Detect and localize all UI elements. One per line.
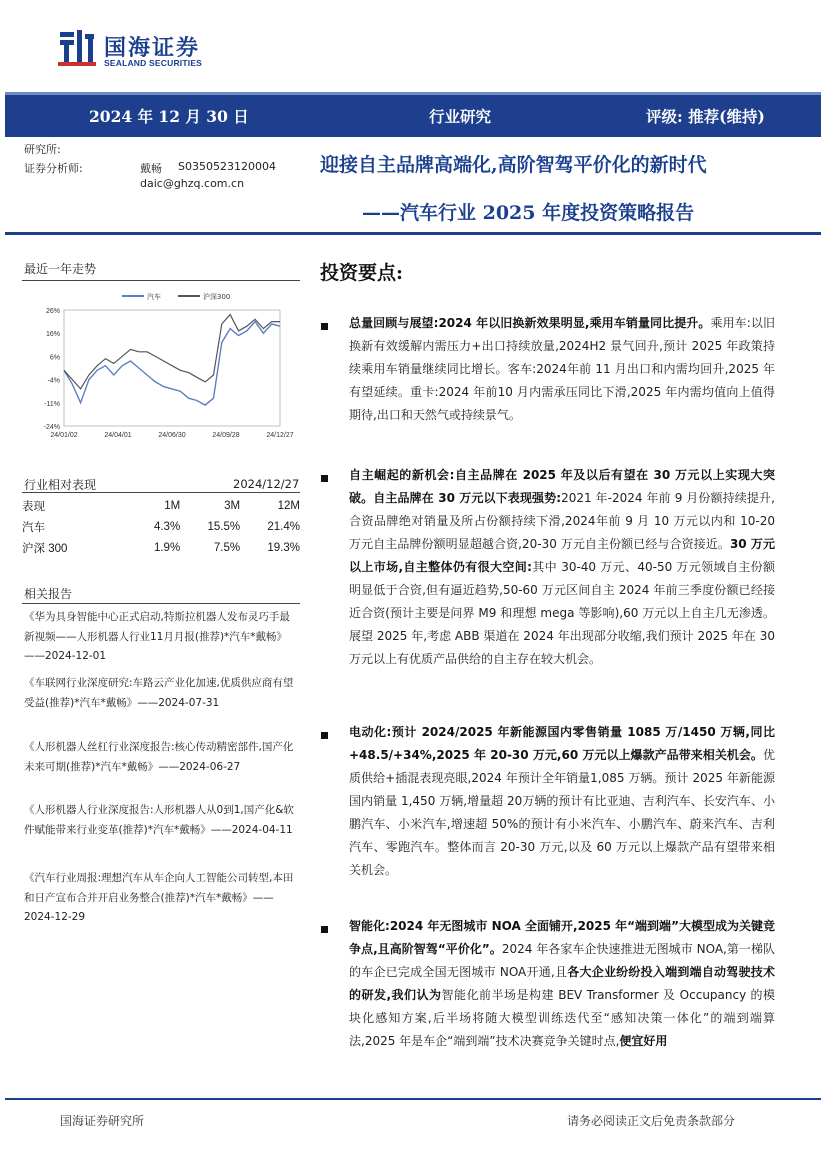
table-cell: 汽车 [22, 521, 45, 534]
report-type: 行业研究 [429, 107, 492, 126]
performance-heading: 行业相对表现 [24, 478, 97, 492]
key-points-heading: 投资要点: [320, 262, 404, 284]
report-subtitle: ——汽车行业 2025 年度投资策略报告 [362, 202, 695, 224]
series-line-auto [64, 322, 280, 406]
key-point-2 [349, 464, 775, 671]
footer-divider [5, 1098, 821, 1100]
related-report-item[interactable]: 《车联网行业深度研究:车路云产业化加速,优质供应商有望受益(推荐)*汽车*戴畅》——2024-07-31 [24, 677, 294, 709]
key-point-body: 优质供给+插混表现亮眼,2024 年预计全年销量1,085 万辆。预计 2025 年新能源国内销量 1,450 万辆,增量超 20万辆的预计有比亚迪、吉利汽车、长安汽车、小鹏汽车、小米汽车,增速超 50%的预计有小米汽车、小鹏汽车、蔚来汽车、吉利汽车、零跑汽车。整体而言 20-30 万元,以及 60 万元以上爆款产品有望带来相关机会。 [349, 748, 775, 877]
related-report-item[interactable]: 《华为具身智能中心正式启动,特斯拉机器人发布灵巧手最新视频——人形机器人行业11月月报(推荐)*汽车*戴畅》——2024-12-01 [24, 611, 290, 662]
footer-right-text: 请务必阅读正文后免责条款部分 [567, 1114, 736, 1128]
y-tick-label: -4% [47, 377, 60, 385]
bullet-icon [321, 475, 328, 482]
table-header-row [22, 495, 300, 516]
brand-name-cn: 国海证券 [104, 36, 201, 61]
x-tick-label: 24/09/28 [212, 432, 240, 439]
key-point-1 [349, 312, 775, 427]
analyst-name: 戴畅 [140, 162, 162, 175]
table-cell: 4.3% [153, 520, 181, 533]
table-cell: 15.5% [207, 520, 241, 533]
key-point-lead: 自主崛起的新机会:自主品牌在 2025 年及以后有望在 30 万元以上实现大突破。自主品牌在 30 万元以下表现强势: [349, 468, 775, 505]
y-tick-label: -24% [43, 424, 60, 431]
table-cell: 19.3% [267, 541, 300, 554]
related-report-item[interactable]: 《人形机器人丝杠行业深度报告:核心传动精密部件,国产化未来可期(推荐)*汽车*戴畅》——2024-06-27 [24, 741, 294, 773]
bullet-icon [321, 323, 328, 330]
related-report-item[interactable]: 《汽车行业周报:理想汽车从车企向人工智能公司转型,本田和日产宣布合并开启业务整合(推荐)*汽车*戴畅》——2024-12-29 [24, 872, 294, 923]
key-point-body: 2024 年各家车企快速推进无图城市 NOA,第一梯队的车企已完成全国无图城市 NOA开通,且 [349, 942, 775, 979]
x-tick-label: 24/06/30 [158, 432, 186, 439]
key-point-lead: 智能化:2024 年无图城市 NOA 全面铺开,2025 年“端到端”大模型成为关键竞争点,且高阶智驾“平价化”。 [349, 919, 775, 956]
performance-table [22, 495, 300, 558]
divider [5, 232, 821, 235]
report-title: 迎接自主品牌高端化,高阶智驾平价化的新时代 [320, 154, 707, 176]
x-tick-label: 24/04/01 [104, 432, 132, 439]
y-tick-label: 16% [45, 331, 60, 339]
table-row [22, 537, 300, 558]
table-header-cell: 12M [277, 499, 300, 512]
analyst-label: 证券分析师: [24, 162, 83, 175]
table-header-cell: 表现 [22, 500, 45, 513]
header-band [5, 92, 821, 137]
trend-heading: 最近一年走势 [24, 262, 97, 276]
key-point-lead: 电动化:预计 2024/2025 年新能源国内零售销量 1085 万/1450 万辆,同比+48.5/+34%,2025 年 20-30 万元,60 万元以上爆款产品带来相关机会。 [349, 725, 775, 762]
key-point-3 [349, 721, 775, 882]
table-cell: 沪深 300 [22, 542, 68, 555]
key-point-emphasis: 30 万元以上市场,自主整体仍有很大空间: [349, 537, 775, 574]
bullet-icon [321, 732, 328, 739]
table-header-cell: 3M [224, 499, 241, 512]
key-point-body: 2021 年-2024 年前 9 月份额持续提升,合资品牌绝对销量及所占份额持续下滑,2024年前 9 月 10 万元以内和 10-20 万元自主品牌份额明显超越合资,20-30 万元自主份额已经与合资接近。 [349, 491, 775, 551]
key-point-body: 乘用车:以旧换新有效缓解内需压力+出口持续放量,2024H2 景气回升,预计 2025 年政策持续乘用车销量继续同比增长。客车:2024年前 11 月出口和内需均回升,2025 年有望延续。重卡:2024 年前10 月内需承压同比下滑,2025 年内需均值向上值得期待,出口和天然气或持续景气。 [349, 316, 776, 422]
x-tick-label: 24/12/27 [266, 432, 294, 439]
key-point-emphasis: 各大企业纷纷投入端到端自动驾驶技术的研发,我们认为 [349, 965, 775, 1002]
table-row [22, 516, 300, 537]
key-point-4 [349, 915, 775, 1053]
trend-chart [22, 288, 302, 448]
related-heading: 相关报告 [24, 587, 73, 601]
table-cell: 21.4% [267, 520, 300, 533]
key-point-body: 其中 30-40 万元、40-50 万元领域自主份额明显低于合资,但有逼近趋势,50-60 万元区间自主 2024 年前三季度份额已经接近合资(预计主要是问界 M9 和理想 mega 等影响),60 万元以上自主几无渗透。展望 2025 年,考虑 ABB 渠道在 2024 年出现部分收缩,我们预计 2025 年在 30 万元以上有优质产品供给的自主存在较大机会。 [349, 560, 776, 666]
y-tick-label: 26% [45, 308, 60, 315]
divider [22, 280, 300, 281]
analyst-email[interactable]: daic@ghzq.com.cn [140, 177, 245, 190]
legend-label: 沪深300 [203, 293, 231, 301]
dept-label: 研究所: [24, 143, 61, 156]
table-cell: 1.9% [153, 541, 181, 554]
legend-label: 汽车 [147, 293, 161, 301]
bullet-icon [321, 926, 328, 933]
plot-frame [64, 310, 280, 426]
y-tick-label: 6% [49, 354, 60, 362]
performance-date: 2024/12/27 [233, 477, 300, 491]
brand-name-en: SEALAND SECURITIES [104, 58, 203, 68]
key-point-lead: 总量回顾与展望:2024 年以旧换新效果明显,乘用车销量同比提升。 [349, 316, 711, 330]
analyst-code: S0350523120004 [178, 160, 276, 173]
rating: 评级: 推荐(维持) [646, 107, 765, 126]
table-cell: 7.5% [213, 541, 241, 554]
key-point-body: 智能化前半场是构建 BEV Transformer 及 Occupancy 的模块化感知方案,后半场将随大模型训练迭代至“感知决策一体化”的端到端算法,2025 年是车企“端到端”技术决赛竞争关键时点, [349, 988, 775, 1048]
sealand-logo-icon [58, 28, 96, 68]
divider [22, 603, 300, 604]
table-header-cell: 1M [164, 499, 181, 512]
report-date: 2024 年 12 月 30 日 [89, 107, 249, 126]
series-line-hs300 [64, 315, 280, 389]
y-tick-label: -11% [44, 400, 60, 408]
divider [22, 492, 300, 493]
footer-left-text: 国海证券研究所 [60, 1114, 145, 1128]
key-point-emphasis: 便宜好用 [619, 1034, 668, 1048]
related-report-item[interactable]: 《人形机器人行业深度报告:人形机器人从0到1,国产化&软件赋能带来行业变革(推荐)*汽车*戴畅》——2024-04-11 [24, 804, 294, 836]
x-tick-label: 24/01/02 [50, 432, 78, 439]
